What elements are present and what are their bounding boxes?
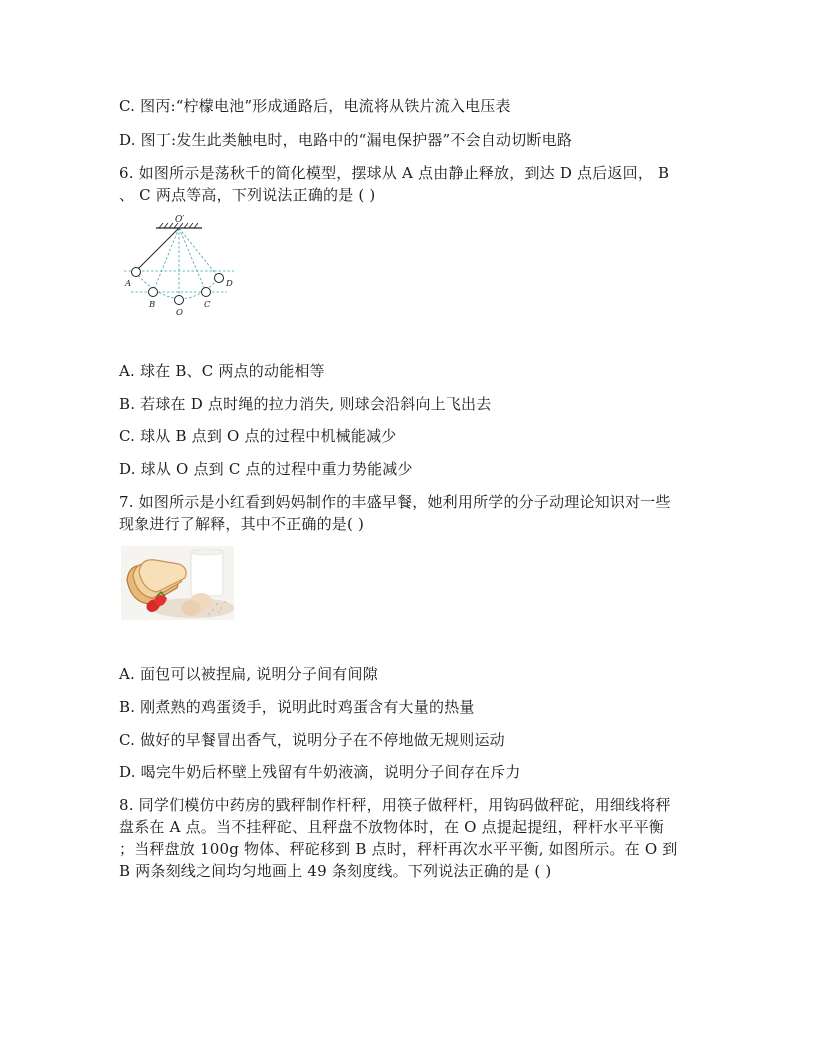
ball-c: [202, 288, 211, 297]
label-o: O: [176, 308, 183, 318]
ball-a: [132, 268, 141, 277]
question-6-option-b: B. 若球在 D 点时绳的拉力消失, 则球会沿斜向上飞出去: [119, 395, 492, 413]
question-6-option-a: A. 球在 B、C 两点的动能相等: [119, 362, 325, 380]
question-8-stem-line-3: ；当秤盘放 100g 物体、秤砣移到 B 点时，秤杆再次水平平衡, 如图所示。在 O 到: [119, 840, 678, 858]
option-c-previous: C. 图丙:“柠檬电池”形成通路后，电流将从铁片流入电压表: [119, 97, 511, 115]
breakfast-photo: [121, 546, 234, 620]
question-6-option-c: C. 球从 B 点到 O 点的过程中机械能减少: [119, 427, 397, 445]
question-7-stem-line-2: 现象进行了解释，其中不正确的是( ): [119, 515, 365, 533]
ball-d: [215, 274, 224, 283]
label-b: B: [149, 300, 156, 310]
question-7-option-d: D. 喝完牛奶后杯壁上残留有牛奶液滴，说明分子间存在斥力: [119, 763, 521, 781]
pendulum-figure: [119, 212, 239, 322]
label-a: A: [125, 279, 132, 289]
question-6-stem-line-2: 、 C 两点等高，下列说法正确的是 ( ): [119, 186, 376, 204]
question-6-stem-line-1: 6. 如图所示是荡秋千的简化模型，摆球从 A 点由静止释放，到达 D 点后返回， B: [119, 164, 670, 182]
ball-b: [149, 288, 158, 297]
question-8-stem-line-1: 8. 同学们模仿中药房的戥秤制作杆秤，用筷子做秤杆，用钩码做秤砣，用细线将秤: [119, 796, 671, 814]
question-8-stem-line-4: B 两条刻线之间均匀地画上 49 条刻度线。下列说法正确的是 ( ): [119, 862, 552, 880]
question-7-option-b: B. 刚煮熟的鸡蛋烫手，说明此时鸡蛋含有大量的热量: [119, 698, 475, 716]
ball-o: [175, 296, 184, 305]
question-7-stem-line-1: 7. 如图所示是小红看到妈妈制作的丰盛早餐，她利用所学的分子动理论知识对一些: [119, 493, 671, 511]
question-8-stem-line-2: 盘系在 A 点。当不挂秤砣、且秤盘不放物体时，在 O 点提起提纽，秤杆水平平衡: [119, 818, 665, 836]
option-d-previous: D. 图丁:发生此类触电时，电路中的“漏电保护器”不会自动切断电路: [119, 131, 573, 149]
label-c: C: [204, 300, 211, 310]
question-6-option-d: D. 球从 O 点到 C 点的过程中重力势能减少: [119, 460, 413, 478]
pivot-label: O′: [175, 215, 185, 225]
question-7-option-c: C. 做好的早餐冒出香气，说明分子在不停地做无规则运动: [119, 731, 505, 749]
question-7-option-a: A. 面包可以被捏扁, 说明分子间有间隙: [119, 665, 378, 683]
label-d: D: [226, 279, 233, 289]
